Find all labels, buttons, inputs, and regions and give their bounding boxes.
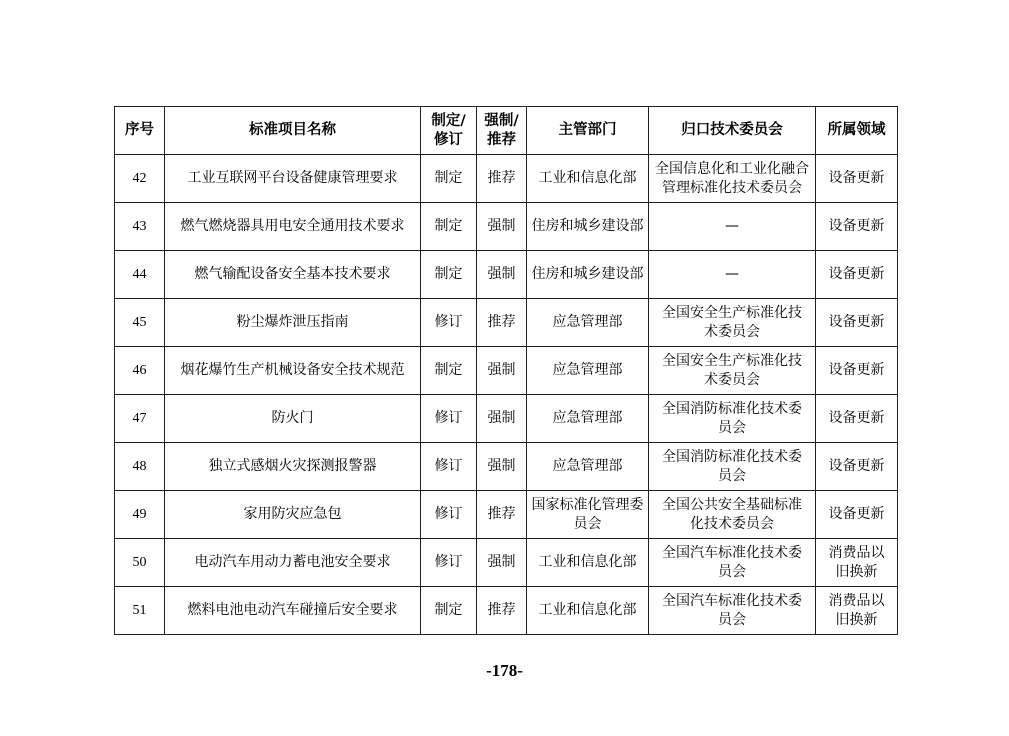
- cell-field: 设备更新: [816, 491, 898, 539]
- cell-field: 设备更新: [816, 251, 898, 299]
- cell-department: 工业和信息化部: [527, 539, 649, 587]
- cell-establish-revise: 修订: [421, 539, 477, 587]
- cell-department: 工业和信息化部: [527, 155, 649, 203]
- cell-standard-name: 家用防灾应急包: [165, 491, 421, 539]
- cell-establish-revise: 制定: [421, 347, 477, 395]
- cell-index: 51: [115, 587, 165, 635]
- cell-department: 应急管理部: [527, 347, 649, 395]
- cell-mandatory-recommended: 强制: [477, 443, 527, 491]
- cell-mandatory-recommended: 强制: [477, 251, 527, 299]
- cell-standard-name: 燃气输配设备安全基本技术要求: [165, 251, 421, 299]
- cell-committee: —: [649, 203, 816, 251]
- cell-committee: 全国消防标准化技术委 员会: [649, 395, 816, 443]
- cell-field: 设备更新: [816, 395, 898, 443]
- header-department: 主管部门: [527, 107, 649, 155]
- cell-index: 50: [115, 539, 165, 587]
- cell-committee: —: [649, 251, 816, 299]
- table-row: [115, 395, 898, 443]
- table-row: [115, 491, 898, 539]
- cell-index: 45: [115, 299, 165, 347]
- cell-standard-name: 独立式感烟火灾探测报警器: [165, 443, 421, 491]
- cell-field: 消费品以 旧换新: [816, 539, 898, 587]
- cell-index: 46: [115, 347, 165, 395]
- cell-index: 47: [115, 395, 165, 443]
- cell-committee: 全国消防标准化技术委 员会: [649, 443, 816, 491]
- table-row: [115, 443, 898, 491]
- table-row: [115, 539, 898, 587]
- cell-mandatory-recommended: 强制: [477, 347, 527, 395]
- cell-department: 国家标准化管理委 员会: [527, 491, 649, 539]
- cell-department: 应急管理部: [527, 443, 649, 491]
- cell-mandatory-recommended: 强制: [477, 203, 527, 251]
- table-row: [115, 347, 898, 395]
- cell-establish-revise: 修订: [421, 395, 477, 443]
- cell-committee: 全国公共安全基础标准 化技术委员会: [649, 491, 816, 539]
- cell-index: 43: [115, 203, 165, 251]
- cell-index: 44: [115, 251, 165, 299]
- cell-establish-revise: 修订: [421, 443, 477, 491]
- cell-mandatory-recommended: 推荐: [477, 155, 527, 203]
- cell-field: 设备更新: [816, 203, 898, 251]
- cell-standard-name: 工业互联网平台设备健康管理要求: [165, 155, 421, 203]
- cell-committee: 全国安全生产标准化技 术委员会: [649, 347, 816, 395]
- table-header-row: [115, 107, 898, 155]
- cell-establish-revise: 修订: [421, 491, 477, 539]
- cell-committee: 全国信息化和工业化融合 管理标准化技术委员会: [649, 155, 816, 203]
- cell-establish-revise: 制定: [421, 251, 477, 299]
- cell-index: 48: [115, 443, 165, 491]
- cell-establish-revise: 修订: [421, 299, 477, 347]
- cell-field: 设备更新: [816, 347, 898, 395]
- cell-department: 应急管理部: [527, 299, 649, 347]
- cell-index: 49: [115, 491, 165, 539]
- cell-mandatory-recommended: 推荐: [477, 299, 527, 347]
- cell-standard-name: 烟花爆竹生产机械设备安全技术规范: [165, 347, 421, 395]
- cell-mandatory-recommended: 推荐: [477, 587, 527, 635]
- standards-table: [114, 106, 898, 635]
- header-establish-revise: 制定/ 修订: [421, 107, 477, 155]
- header-committee: 归口技术委员会: [649, 107, 816, 155]
- header-index: 序号: [115, 107, 165, 155]
- cell-field: 设备更新: [816, 443, 898, 491]
- cell-department: 应急管理部: [527, 395, 649, 443]
- cell-standard-name: 燃气燃烧器具用电安全通用技术要求: [165, 203, 421, 251]
- table-body: [115, 155, 898, 635]
- cell-standard-name: 燃料电池电动汽车碰撞后安全要求: [165, 587, 421, 635]
- cell-committee: 全国汽车标准化技术委 员会: [649, 539, 816, 587]
- cell-standard-name: 防火门: [165, 395, 421, 443]
- cell-standard-name: 电动汽车用动力蓄电池安全要求: [165, 539, 421, 587]
- page-number: -178-: [486, 661, 523, 680]
- cell-committee: 全国安全生产标准化技 术委员会: [649, 299, 816, 347]
- cell-mandatory-recommended: 推荐: [477, 491, 527, 539]
- cell-establish-revise: 制定: [421, 587, 477, 635]
- cell-standard-name: 粉尘爆炸泄压指南: [165, 299, 421, 347]
- table-row: [115, 299, 898, 347]
- table-row: [115, 251, 898, 299]
- cell-department: 住房和城乡建设部: [527, 203, 649, 251]
- cell-department: 住房和城乡建设部: [527, 251, 649, 299]
- table-row: [115, 203, 898, 251]
- table-row: [115, 587, 898, 635]
- cell-mandatory-recommended: 强制: [477, 395, 527, 443]
- table-row: [115, 155, 898, 203]
- header-mandatory-recommended: 强制/ 推荐: [477, 107, 527, 155]
- cell-committee: 全国汽车标准化技术委 员会: [649, 587, 816, 635]
- header-field: 所属领域: [816, 107, 898, 155]
- cell-establish-revise: 制定: [421, 203, 477, 251]
- cell-field: 消费品以 旧换新: [816, 587, 898, 635]
- cell-index: 42: [115, 155, 165, 203]
- cell-department: 工业和信息化部: [527, 587, 649, 635]
- header-standard-name: 标准项目名称: [165, 107, 421, 155]
- cell-establish-revise: 制定: [421, 155, 477, 203]
- cell-mandatory-recommended: 强制: [477, 539, 527, 587]
- cell-field: 设备更新: [816, 155, 898, 203]
- cell-field: 设备更新: [816, 299, 898, 347]
